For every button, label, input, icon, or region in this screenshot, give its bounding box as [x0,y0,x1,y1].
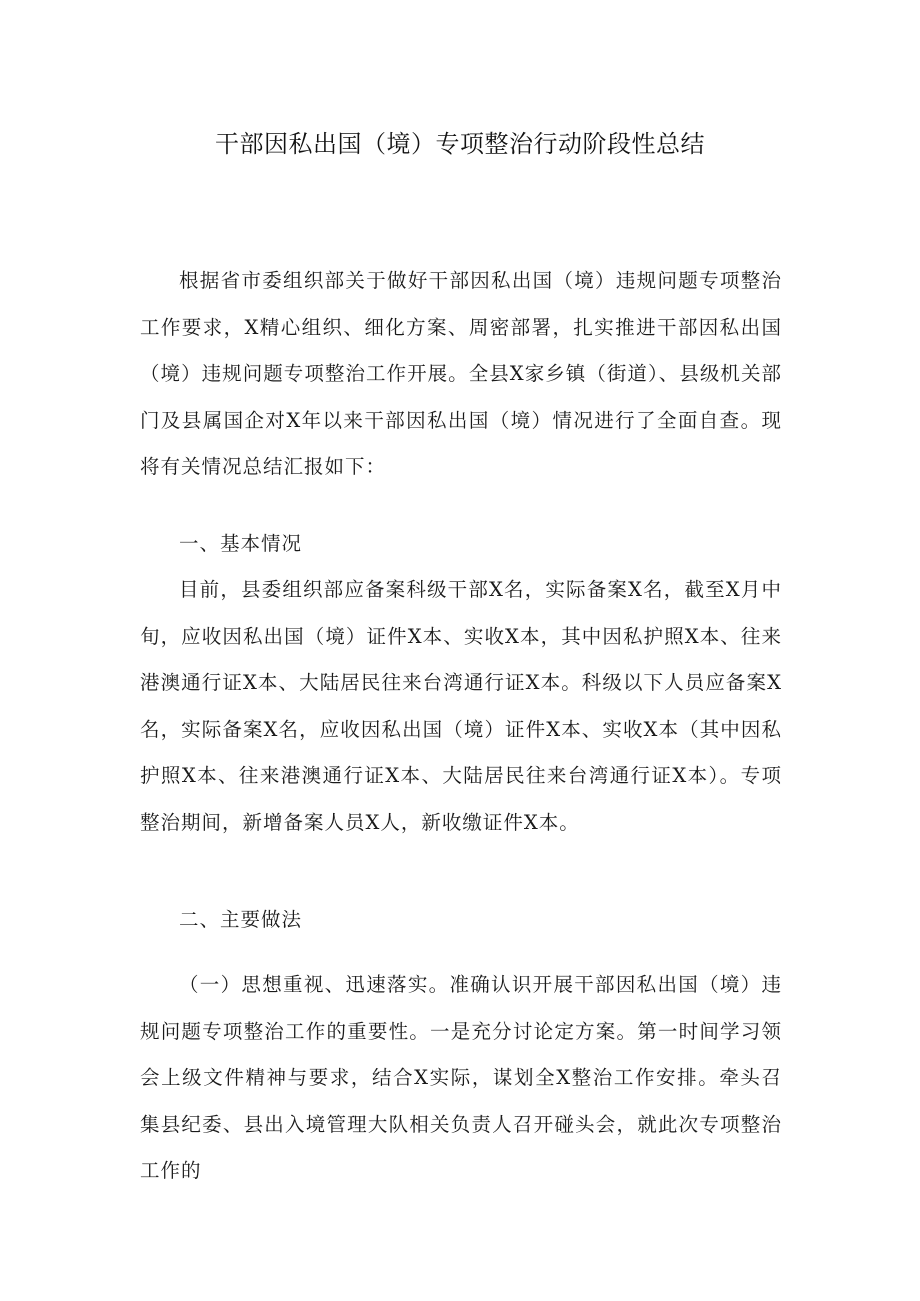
section-heading-main-measures: 二、主要做法 [179,908,303,931]
paragraph-intro: 根据省市委组织部关于做好干部因私出国（境）违规问题专项整治工作要求，X精心组织、细化方案、周密部署，扎实推进干部因私出国（境）违规问题专项整治工作开展。全县X家乡镇（街道）、县级机关部门及县属国企对X年以来干部因私出国（境）情况进行了全面自查。现将有关情况总结汇报如下： [140,269,782,478]
paragraph-measure-1: （一）思想重视、迅速落实。准确认识开展干部因私出国（境）违规问题专项整治工作的重要性。一是充分讨论定方案。第一时间学习领会上级文件精神与要求，结合X实际，谋划全X整治工作安排。牵头召集县纪委、县出入境管理大队相关负责人召开碰头会，就此次专项整治工作的 [140,973,782,1182]
paragraph-basic-situation: 目前，县委组织部应备案科级干部X名，实际备案X名，截至X月中旬，应收因私出国（境）证件X本、实收X本，其中因私护照X本、往来港澳通行证X本、大陆居民往来台湾通行证X本。科级以下人员应备案X名，实际备案X名，应收因私出国（境）证件X本、实收X本（其中因私护照X本、往来港澳通行证X本、大陆居民往来台湾通行证X本）。专项整治期间，新增备案人员X人，新收缴证件X本。 [140,578,782,834]
section-heading-basic-situation: 一、基本情况 [179,532,303,555]
document-title: 干部因私出国（境）专项整治行动阶段性总结 [215,130,705,158]
